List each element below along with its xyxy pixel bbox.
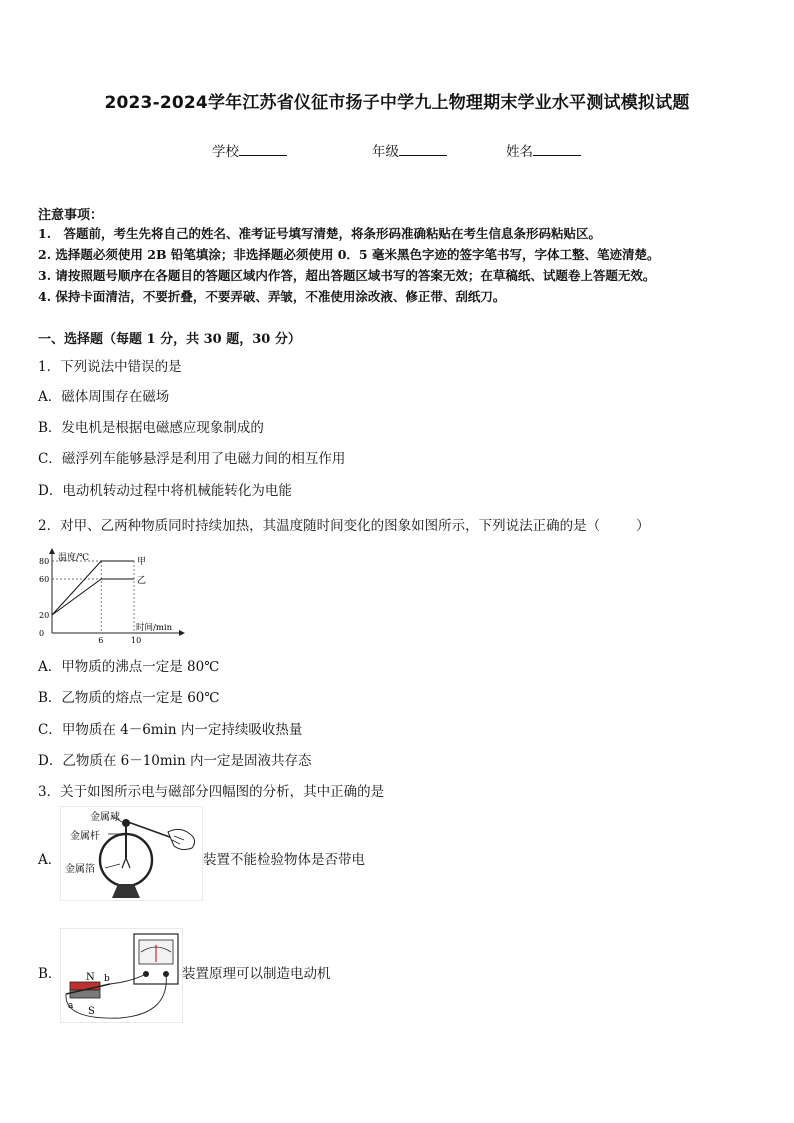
wire-a-label: a	[68, 1001, 74, 1011]
name-blank[interactable]	[533, 143, 581, 156]
metal-foil-icon	[122, 858, 130, 868]
x-tick-label: 6	[98, 636, 104, 645]
magnet-n-icon	[70, 982, 100, 990]
option-b[interactable]: B．发电机是根据电磁感应现象制成的	[38, 420, 264, 436]
magnet-s-icon	[70, 990, 100, 998]
question-stem-end: ）	[636, 518, 650, 534]
question-stem: 1．下列说法中错误的是	[38, 359, 182, 375]
option-d[interactable]: D．电动机转动过程中将机械能转化为电能	[38, 483, 292, 499]
notice-item: 2. 选择题必须使用 2B 铅笔填涂；非选择题必须使用 0．5 毫米黑色字迹的签字笔书写，字体工整、笔迹清楚。	[38, 247, 660, 262]
y-tick-label: 20	[39, 611, 50, 620]
grade-blank[interactable]	[399, 143, 447, 156]
section-heading: 一、选择题（每题 1 分，共 30 题，30 分）	[38, 332, 301, 347]
option-c[interactable]: C．甲物质在 4－6min 内一定持续吸收热量	[38, 722, 303, 738]
y-tick-label: 80	[39, 557, 50, 566]
option-d[interactable]: D．乙物质在 6－10min 内一定是固液共存态	[38, 753, 312, 769]
option-b[interactable]: B．乙物质的熔点一定是 60℃	[38, 690, 220, 706]
page-title: 2023-2024学年江苏省仪征市扬子中学九上物理期末学业水平测试模拟试题	[104, 93, 690, 113]
magnet-s-label: S	[88, 1006, 95, 1017]
wire-b-label: b	[104, 974, 110, 984]
y-tick-label: 0	[39, 629, 45, 638]
option-a-letter[interactable]: A．	[38, 852, 62, 868]
y-tick-label: 60	[39, 575, 50, 584]
metal-ball-label: 金属球	[90, 812, 120, 823]
option-c[interactable]: C．磁浮列车能够悬浮是利用了电磁力间的相互作用	[38, 451, 346, 467]
temperature-time-chart	[36, 545, 186, 645]
notice-item: 3. 请按照题号顺序在各题目的答题区域内作答，超出答题区域书写的答案无效；在草稿纸、试题卷上答题无效。	[38, 268, 656, 283]
question-stem-text: 2．对甲、乙两种物质同时持续加热，其温度随时间变化的图象如图所示，下列说法正确的是（	[38, 518, 601, 534]
generator-figure	[60, 928, 184, 1024]
option-b-letter[interactable]: B．	[38, 966, 62, 982]
question-stem: 3．关于如图所示电与磁部分四幅图的分析，其中正确的是	[38, 784, 385, 800]
hand-icon	[168, 829, 195, 849]
notice-item: 1. 答题前，考生先将自己的姓名、准考证号填写清楚，将条形码准确粘贴在考生信息条形码粘贴区。	[38, 226, 602, 241]
grade-field	[372, 140, 447, 160]
option-b-text[interactable]: 装置原理可以制造电动机	[182, 966, 331, 982]
magnet-n-label: N	[86, 972, 95, 983]
series-label: 乙	[137, 576, 147, 586]
metal-foil-label: 金属箔	[65, 864, 95, 875]
name-field	[506, 140, 581, 160]
notice-heading: 注意事项：	[38, 208, 104, 223]
school-field	[212, 140, 287, 160]
metal-rod-label: 金属杆	[70, 831, 100, 842]
option-a[interactable]: A．甲物质的沸点一定是 80℃	[38, 659, 220, 675]
series-line	[52, 561, 134, 615]
stand-icon	[112, 884, 140, 898]
name-label: 姓名	[506, 144, 533, 160]
x-tick-label: 10	[131, 636, 142, 645]
school-blank[interactable]	[239, 143, 287, 156]
electroscope-figure	[60, 806, 204, 902]
x-axis-label: 时间/min	[136, 623, 173, 633]
series-label: 甲	[137, 557, 147, 567]
grade-label: 年级	[372, 144, 399, 160]
y-axis-label: 温度/℃	[58, 553, 90, 563]
option-a-text[interactable]: 装置不能检验物体是否带电	[203, 852, 365, 868]
series-line	[52, 579, 134, 615]
notice-item: 4. 保持卡面清洁，不要折叠，不要弄破、弄皱，不准使用涂改液、修正带、刮纸刀。	[38, 289, 506, 304]
school-label: 学校	[212, 144, 239, 160]
question-stem	[38, 514, 650, 534]
option-a[interactable]: A．磁体周围存在磁场	[38, 389, 170, 405]
